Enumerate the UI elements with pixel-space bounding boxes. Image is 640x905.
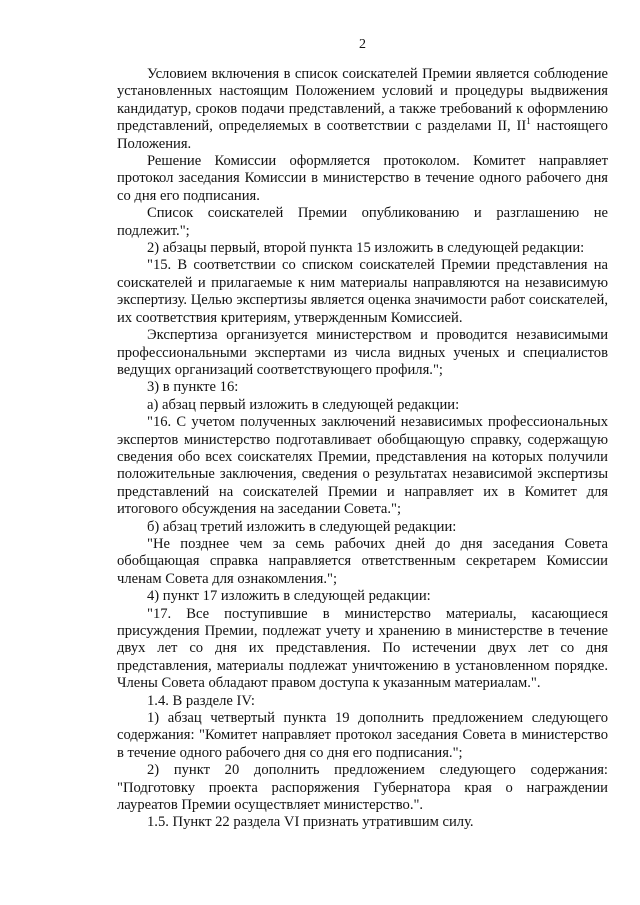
paragraph: б) абзац третий изложить в следующей редакции:	[147, 518, 457, 535]
paragraph: Решение Комиссии оформляется протоколом. Комитет направляет протокол заседания Комиссии в министерство в течение одного рабочего дня со дня его подписания.	[117, 153, 608, 204]
paragraph: 2) абзацы первый, второй пункта 15 изложить в следующей редакции:	[147, 240, 585, 257]
paragraph: "17. Все поступившие в министерство материалы, касающиеся присуждения Премии, подлежат учету и хранению в министерстве в течение двух лет со дня их представления. По истечении двух лет со дня представления, материалы подлежат уничтожению в установленном порядке. Члены Совета обладают правом доступа к указанным материалам.".	[117, 605, 608, 692]
paragraph: 3) в пункте 16:	[147, 379, 239, 396]
paragraph: Условием включения в список соискателей Премии является соблюдение установленных настоящим Положением условий и процедуры выдвижения кандидатур, сроков подачи представлений, а также требований к оформлению представлений, определяемых в соответствии с разделами II, $II^1$ настоящего Положения.	[117, 66, 608, 152]
paragraph: Экспертиза организуется министерством и проводится независимыми профессиональными экспертами из числа видных ученых и специалистов ведущих организаций соответствующего профиля.";	[117, 327, 608, 378]
paragraph: "16. С учетом полученных заключений независимых профессиональных экспертов министерство подготавливает обобщающую справку, содержащую сведения обо всех соискателях Премии, представления на которых получили положительные заключения, сведения о результатах независимой экспертизы представлений на соискателей Премии и направляет их в Комитет для итогового обсуждения на заседании Совета.";	[117, 414, 608, 518]
paragraph: а) абзац первый изложить в следующей редакции:	[147, 396, 460, 413]
document-body	[117, 66, 608, 832]
paragraph: Список соискателей Премии опубликованию и разглашению не подлежит.";	[117, 205, 608, 239]
page-number: 2	[359, 37, 366, 52]
paragraph: "15. В соответствии со списком соискателей Премии представления на соискателей и прилагаемые к ним материалы направляются на независимую экспертизу. Целью экспертизы является оценка значимости работ соискателей, их соответствия критериям, утвержденным Комиссией.	[117, 257, 608, 326]
paragraph: 1.5. Пункт 22 раздела VI признать утратившим силу.	[147, 814, 474, 831]
paragraph: 1.4. В разделе IV:	[147, 692, 255, 709]
paragraph: "Не позднее чем за семь рабочих дней до дня заседания Совета обобщающая справка направляется ответственным секретарем Комиссии членам Совета для ознакомления.";	[117, 535, 608, 587]
paragraph: 4) пункт 17 изложить в следующей редакции:	[147, 588, 431, 605]
superscript: 1	[526, 116, 531, 127]
paragraph: 1) абзац четвертый пункта 19 дополнить предложением следующего содержания: "Комитет направляет протокол заседания Совета в министерство в течение одного рабочего дня со дня его подписания.";	[117, 710, 608, 761]
paragraph: 2) пункт 20 дополнить предложением следующего содержания: "Подготовку проекта распоряжения Губернатора края о награждении лауреатов Премии осуществляет министерство.".	[117, 762, 608, 814]
